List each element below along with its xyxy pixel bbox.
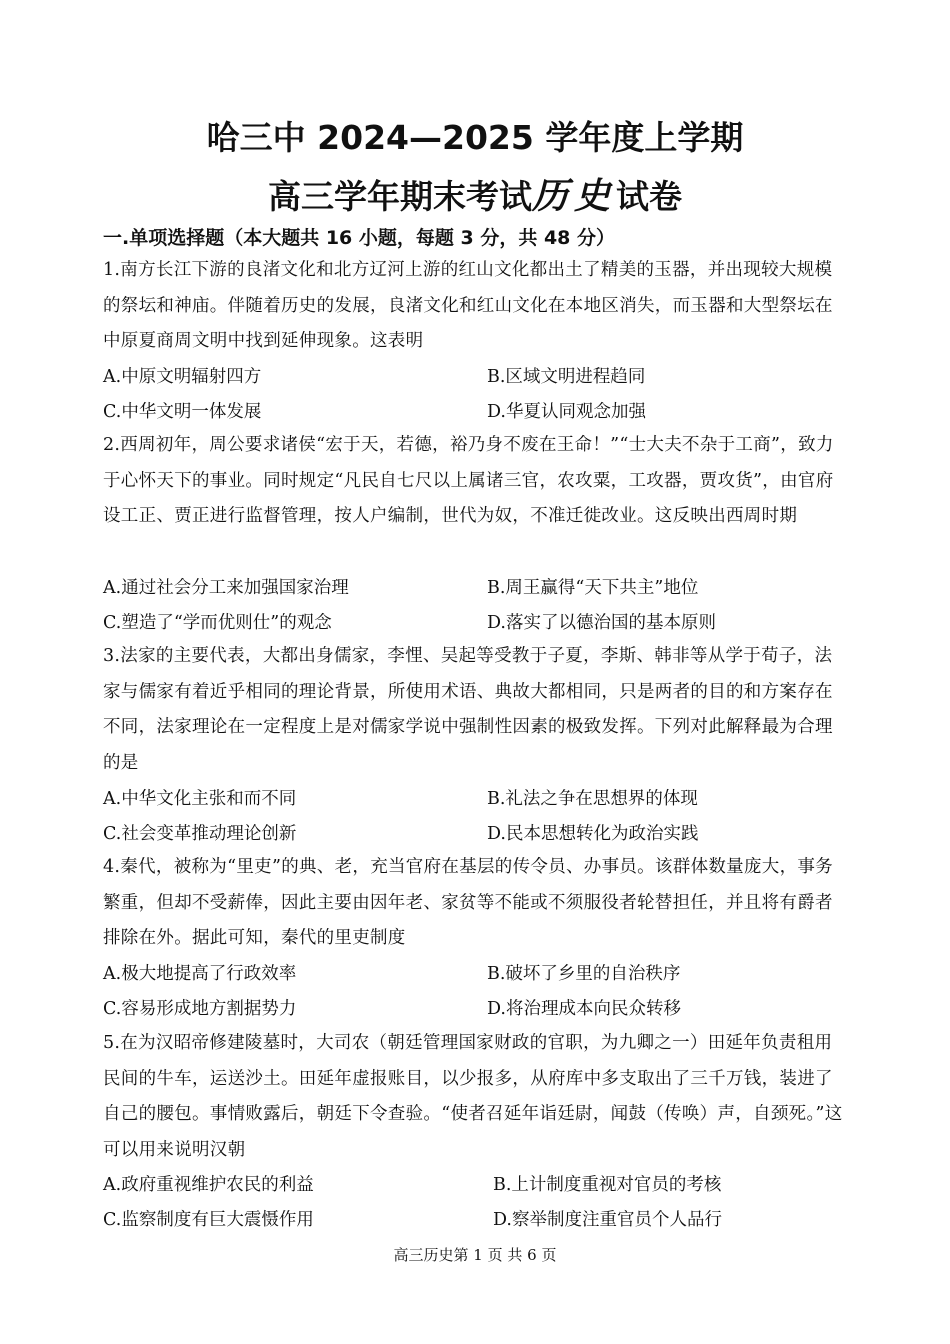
question-4-option-a: A.极大地提高了行政效率 (103, 964, 297, 984)
exam-title-prefix: 高三学年期末考试 (267, 177, 532, 216)
question-5-option-c: C.监察制度有巨大震慑作用 (103, 1210, 314, 1230)
question-1-option-d: D.华夏认同观念加强 (487, 402, 646, 422)
section-heading: 一.单项选择题（本大题共 16 小题，每题 3 分，共 48 分） (103, 227, 616, 249)
question-4-option-d: D.将治理成本向民众转移 (487, 999, 681, 1019)
question-stem-3: 3.法家的主要代表，大都出身儒家，李悝、吴起等受教于子夏，李斯、韩非等从学于荀子，法家与儒家有着近乎相同的理论背景，所使用术语、典故大都相同，只是两者的目的和方案存在不同，法家理论在一定程度上是对儒家学说中强制性因素的极致发挥。下列对此解释最为合理的是 (103, 646, 833, 773)
question-stem-2: 2.西周初年，周公要求诸侯“宏于天，若德，裕乃身不废在王命！”“士大夫不杂于工商”，致力于心怀天下的事业。同时规定“凡民自七尺以上属诸三官，农攻粟，工攻器，贾攻货”，由官府设工正、贾正进行监督管理，按人户编制，世代为奴，不准迁徙改业。这反映出西周时期 (103, 435, 834, 526)
question-2-option-d: D.落实了以德治国的基本原则 (487, 613, 716, 633)
question-1-option-b: B.区域文明进程趋同 (487, 367, 646, 387)
question-4-option-c: C.容易形成地方割据势力 (103, 999, 297, 1019)
page-footer: 高三历史第 1 页 共 6 页 (393, 1246, 557, 1264)
question-1-option-a: A.中原文明辐射四方 (103, 367, 262, 387)
question-2-option-c: C.塑造了“学而优则仕”的观念 (103, 613, 332, 633)
exam-subject: 历史 (531, 175, 616, 217)
question-2-option-b: B.周王赢得“天下共主”地位 (487, 578, 699, 598)
question-2-option-a: A.通过社会分工来加强国家治理 (103, 578, 349, 598)
question-4-option-b: B.破坏了乡里的自治秩序 (487, 964, 681, 984)
question-1-option-c: C.中华文明一体发展 (103, 402, 262, 422)
question-3-option-c: C.社会变革推动理论创新 (103, 824, 297, 844)
question-stem-5: 5.在为汉昭帝修建陵墓时，大司农（朝廷管理国家财政的官职，为九卿之一）田延年负责租用民间的牛车，运送沙土。田延年虚报账目，以少报多，从府库中多支取出了三千万钱，装进了自己的腰包。事情败露后，朝廷下令查验。“使者召延年诣廷尉，闻鼓（传唤）声，自颈死。”这可以用来说明汉朝 (103, 1033, 843, 1160)
question-stem-1: 1.南方长江下游的良渚文化和北方辽河上游的红山文化都出土了精美的玉器，并出现较大规模的祭坛和神庙。伴随着历史的发展，良渚文化和红山文化在本地区消失，而玉器和大型祭坛在中原夏商周文明中找到延伸现象。这表明 (103, 260, 833, 351)
exam-title-line2 (0, 168, 950, 219)
question-3-option-d: D.民本思想转化为政治实践 (487, 824, 699, 844)
question-3-option-b: B.礼法之争在思想界的体现 (487, 789, 698, 809)
question-3-option-a: A.中华文化主张和而不同 (103, 789, 297, 809)
exam-title-suffix: 试卷 (616, 177, 682, 216)
question-5-option-b: B.上计制度重视对官员的考核 (493, 1175, 722, 1195)
question-stem-4: 4.秦代，被称为“里吏”的典、老，充当官府在基层的传令员、办事员。该群体数量庞大，事务繁重，但却不受薪俸，因此主要由因年老、家贫等不能或不须服役者轮替担任，并且将有爵者排除在外。据此可知，秦代的里吏制度 (103, 857, 833, 948)
question-5-option-a: A.政府重视维护农民的利益 (103, 1175, 314, 1195)
question-5-option-d: D.察举制度注重官员个人品行 (493, 1210, 722, 1230)
exam-title-line1: 哈三中 2024—2025 学年度上学期 (206, 118, 744, 157)
